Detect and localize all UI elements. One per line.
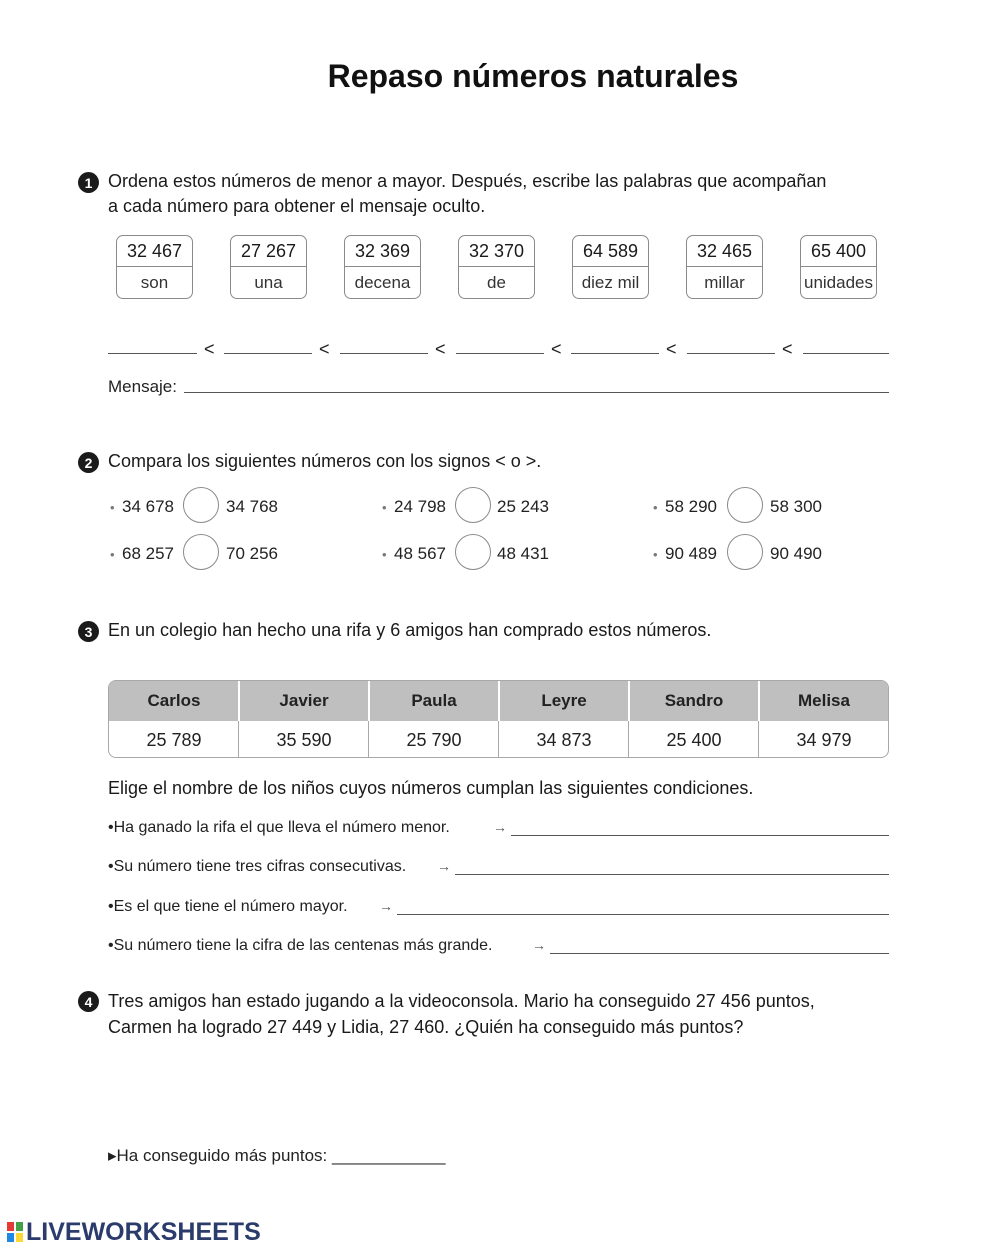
table-header-cell: Carlos xyxy=(147,691,201,710)
page-title: Repaso números naturales xyxy=(327,58,739,94)
number-card xyxy=(686,235,763,299)
card-number: 32 467 xyxy=(117,236,192,267)
arrow-icon: → xyxy=(493,819,507,835)
order-blank-3[interactable] xyxy=(340,353,428,354)
table-header-cell: Javier xyxy=(279,691,329,710)
compare-a: 24 798 xyxy=(394,497,446,516)
number-card xyxy=(800,235,877,299)
compare-b: 25 243 xyxy=(497,497,549,516)
card-number: 27 267 xyxy=(231,236,306,267)
card-word: son xyxy=(140,273,169,292)
table-cell: 25 790 xyxy=(406,730,462,750)
table-header-cell: Sandro xyxy=(664,691,724,710)
card-word: una xyxy=(254,273,283,292)
less-than-sign: < xyxy=(782,339,793,359)
order-blank-4[interactable] xyxy=(456,353,544,354)
number-card xyxy=(572,235,649,299)
compare-a: 90 489 xyxy=(665,544,717,563)
answer-label: ▸Ha conseguido más puntos: ____________ xyxy=(108,1146,446,1165)
answer-blank[interactable] xyxy=(511,835,889,836)
condition-text: •Es el que tiene el número mayor. xyxy=(108,898,348,915)
card-word: unidades xyxy=(803,273,873,292)
question-4-text-line2: Carmen ha logrado 27 449 y Lidia, 27 460. ¿Quién ha conseguido más puntos? xyxy=(108,1017,744,1037)
compare-b: 70 256 xyxy=(226,544,278,563)
bullet: • xyxy=(653,500,658,515)
table-cell: 25 789 xyxy=(146,730,202,750)
compare-circle[interactable] xyxy=(183,534,219,570)
bullet: • xyxy=(382,500,387,515)
question-1-text-line2: a cada número para obtener el mensaje oculto. xyxy=(108,196,486,216)
condition-text: •Ha ganado la rifa el que lleva el número menor. xyxy=(108,819,450,836)
question-3-number: 3 xyxy=(78,621,99,642)
compare-a: 68 257 xyxy=(122,544,174,563)
column-divider xyxy=(628,721,629,758)
order-blank-2[interactable] xyxy=(224,353,312,354)
order-blank-6[interactable] xyxy=(687,353,775,354)
condition-text: •Su número tiene la cifra de las centenas más grande. xyxy=(108,937,493,954)
less-than-sign: < xyxy=(551,339,562,359)
compare-b: 34 768 xyxy=(226,497,278,516)
question-3-text: En un colegio han hecho una rifa y 6 amigos han comprado estos números. xyxy=(108,620,712,640)
compare-circle[interactable] xyxy=(727,534,763,570)
card-number: 32 465 xyxy=(687,236,762,267)
table-header-cell: Melisa xyxy=(798,691,850,710)
liveworksheets-logo[interactable]: LIVEWORKSHEETS xyxy=(26,1218,261,1246)
less-than-sign: < xyxy=(204,339,215,359)
question-4-text-line1: Tres amigos han estado jugando a la videoconsola. Mario ha conseguido 27 456 puntos, xyxy=(108,991,815,1011)
table-header-cell: Leyre xyxy=(541,691,587,710)
question-3-instruction: Elige el nombre de los niños cuyos números cumplan las siguientes condiciones. xyxy=(108,778,754,798)
less-than-sign: < xyxy=(435,339,446,359)
liveworksheets-logo-icon xyxy=(7,1222,23,1242)
answer-blank[interactable] xyxy=(455,874,889,875)
mensaje-label: Mensaje: xyxy=(108,377,177,396)
compare-circle[interactable] xyxy=(727,487,763,523)
table-header-cell: Paula xyxy=(411,691,457,710)
arrow-icon: → xyxy=(532,937,546,953)
order-blank-5[interactable] xyxy=(571,353,659,354)
less-than-sign: < xyxy=(319,339,330,359)
question-1-number: 1 xyxy=(78,172,99,193)
table-cell: 34 979 xyxy=(796,730,852,750)
compare-b: 58 300 xyxy=(770,497,822,516)
number-card xyxy=(116,235,193,299)
column-divider xyxy=(758,721,759,758)
compare-b: 90 490 xyxy=(770,544,822,563)
card-word: millar xyxy=(704,273,745,292)
compare-circle[interactable] xyxy=(455,534,491,570)
card-word: decena xyxy=(354,273,411,292)
bullet: • xyxy=(382,547,387,562)
card-word: diez mil xyxy=(581,273,640,292)
card-number: 64 589 xyxy=(573,236,648,267)
answer-blank[interactable] xyxy=(550,953,889,954)
table-cell: 35 590 xyxy=(276,730,332,750)
card-word: de xyxy=(487,273,506,292)
bullet: • xyxy=(653,547,658,562)
column-divider xyxy=(498,721,499,758)
number-card xyxy=(230,235,307,299)
answer-blank[interactable] xyxy=(397,914,889,915)
table-cell: 25 400 xyxy=(666,730,722,750)
compare-a: 48 567 xyxy=(394,544,446,563)
card-number: 32 369 xyxy=(345,236,420,267)
raffle-table xyxy=(108,680,889,758)
arrow-icon: → xyxy=(379,898,393,914)
order-blank-1[interactable] xyxy=(108,353,197,354)
column-divider xyxy=(238,721,239,758)
number-card xyxy=(344,235,421,299)
card-number: 32 370 xyxy=(459,236,534,267)
column-divider xyxy=(368,721,369,758)
compare-a: 58 290 xyxy=(665,497,717,516)
compare-b: 48 431 xyxy=(497,544,549,563)
card-number: 65 400 xyxy=(801,236,876,267)
question-2-text: Compara los siguientes números con los signos < o >. xyxy=(108,451,542,471)
number-card xyxy=(458,235,535,299)
bullet: • xyxy=(110,547,115,562)
question-1-text-line1: Ordena estos números de menor a mayor. Después, escribe las palabras que acompañan xyxy=(108,171,827,191)
question-4-number: 4 xyxy=(78,991,99,1012)
condition-text: •Su número tiene tres cifras consecutivas. xyxy=(108,858,407,875)
compare-circle[interactable] xyxy=(183,487,219,523)
mensaje-blank[interactable] xyxy=(184,392,889,393)
arrow-icon: → xyxy=(437,858,451,874)
less-than-sign: < xyxy=(666,339,677,359)
table-cell: 34 873 xyxy=(536,730,592,750)
order-blank-7[interactable] xyxy=(803,353,889,354)
compare-circle[interactable] xyxy=(455,487,491,523)
bullet: • xyxy=(110,500,115,515)
question-2-number: 2 xyxy=(78,452,99,473)
compare-a: 34 678 xyxy=(122,497,174,516)
